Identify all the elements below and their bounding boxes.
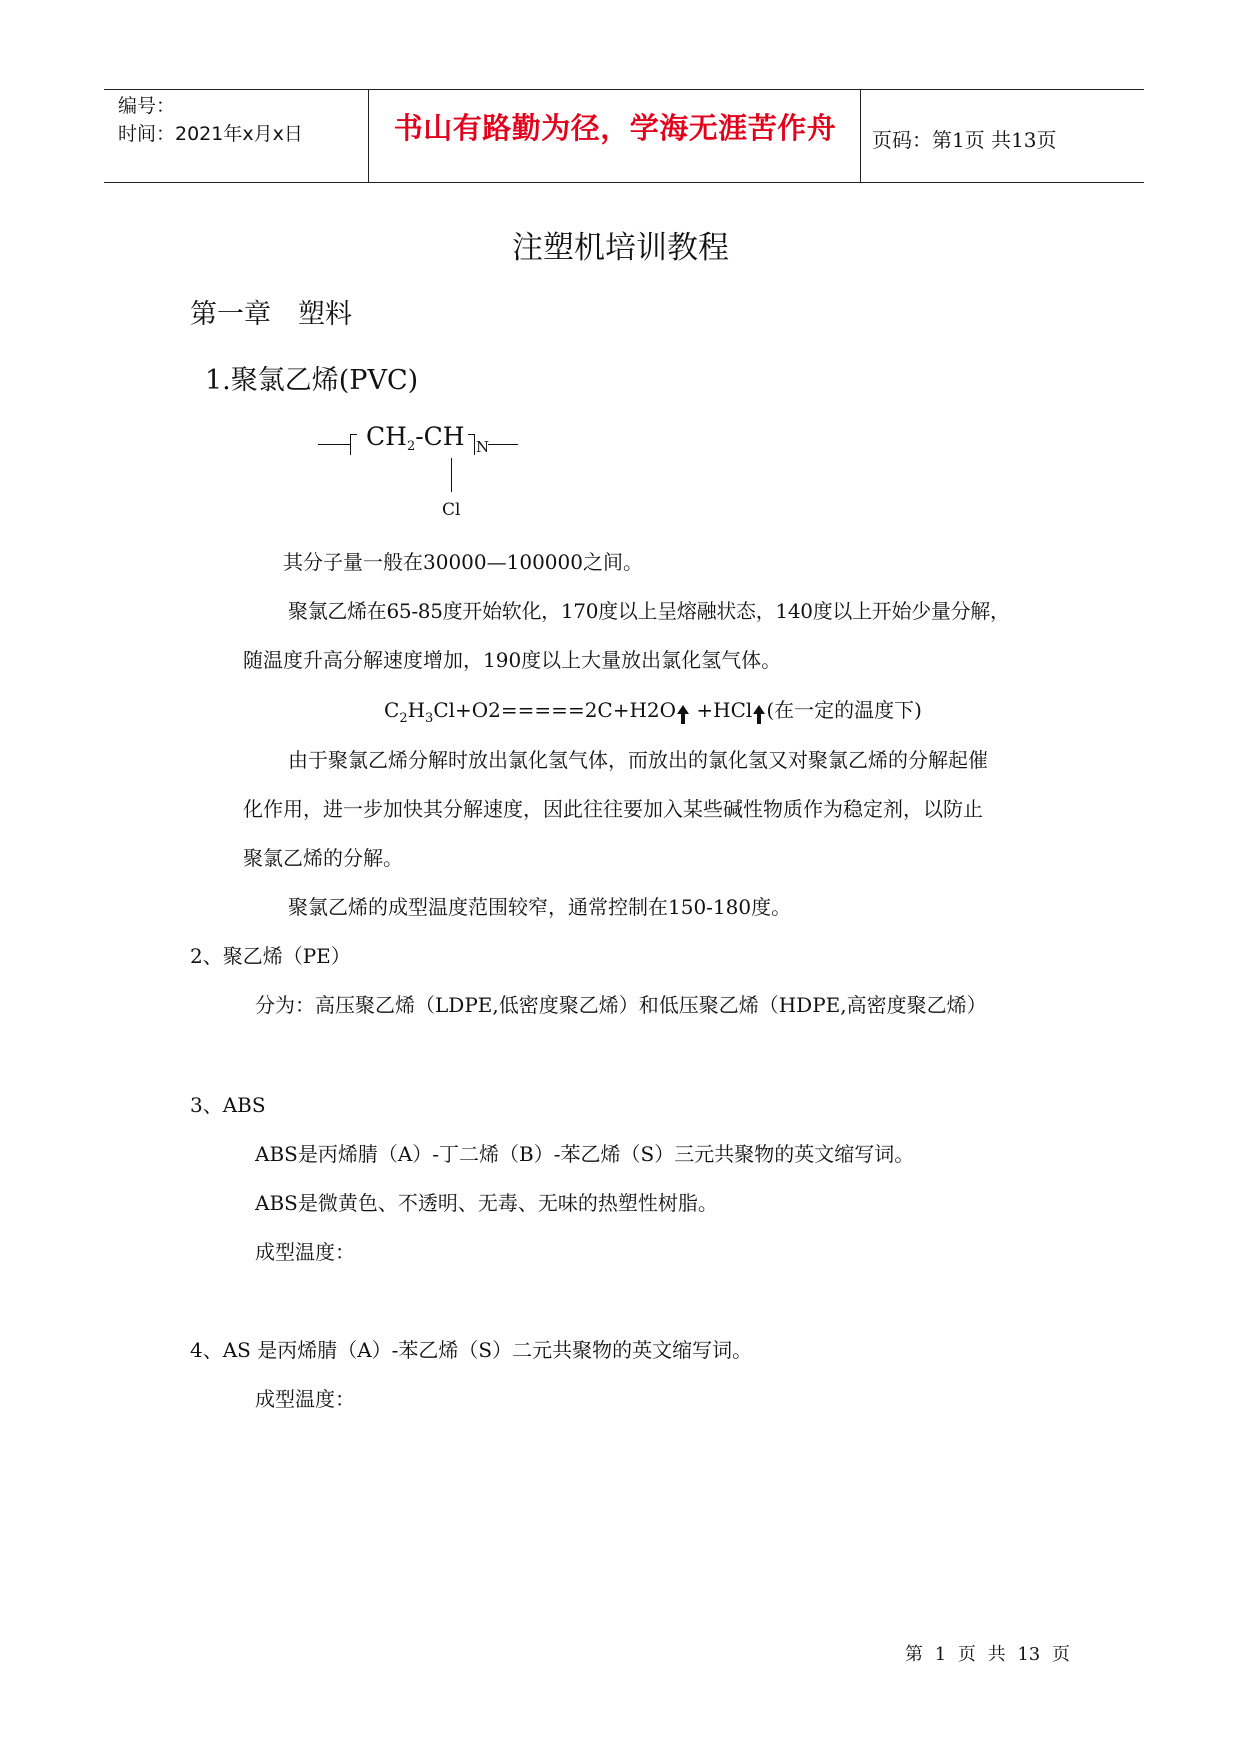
as-molding-temperature: 成型温度： — [255, 1387, 355, 1411]
header-top-rule — [104, 89, 1144, 90]
pvc-structural-formula — [318, 424, 518, 534]
formula-left-bond — [318, 444, 350, 445]
formula-n: N — [476, 438, 490, 456]
pvc-decomposition-equation: $C_2H_3Cl+O2=====2C+H2O +HCl$ (在一定的温度下) — [384, 698, 922, 726]
formula-ch: CH — [366, 422, 407, 451]
pvc-catalysis-line3: 聚氯乙烯的分解。 — [243, 846, 403, 870]
time-label: 时间：2021年x月x日 — [118, 123, 303, 145]
header-motto: 书山有路勤为径，学海无涯苦作舟 — [393, 111, 837, 145]
formula-ch-rest: -CH — [415, 422, 465, 451]
formula-repeat-unit — [366, 422, 465, 454]
section-pvc-heading: 1.聚氯乙烯(PVC) — [205, 365, 419, 396]
pvc-catalysis-line1: 由于聚氯乙烯分解时放出氯化氢气体，而放出的氯化氢又对聚氯乙烯的分解起催 — [288, 748, 988, 772]
abs-molding-temperature: 成型温度： — [255, 1240, 355, 1264]
pvc-softening-line1: 聚氯乙烯在65-85度开始软化，170度以上呈熔融状态，140度以上开始少量分解， — [288, 599, 1010, 623]
up-arrow-icon — [676, 702, 690, 726]
pvc-molecular-weight: 其分子量一般在30000—100000之间。 — [283, 550, 643, 574]
section-pe-heading: 2、聚乙烯（PE） — [190, 944, 351, 968]
header-page-info: 页码：第1页 共13页 — [872, 128, 1057, 152]
pvc-softening-line2: 随温度升高分解速度增加，190度以上大量放出氯化氢气体。 — [243, 648, 782, 672]
header-meta — [118, 92, 303, 148]
formula-bracket-close — [468, 434, 475, 455]
formula-right-bond — [488, 444, 518, 445]
formula-cl: Cl — [442, 500, 461, 520]
document-title: 注塑机培训教程 — [512, 230, 729, 266]
section-abs-heading: 3、ABS — [190, 1093, 266, 1117]
section-as-heading: 4、AS 是丙烯腈（A）-苯乙烯（S）二元共聚物的英文缩写词。 — [190, 1338, 753, 1362]
pvc-catalysis-line2: 化作用，进一步加快其分解速度，因此往往要加入某些碱性物质作为稳定剂，以防止 — [243, 797, 983, 821]
number-label: 编号： — [118, 95, 176, 117]
formula-bracket-open — [350, 434, 357, 455]
pvc-molding-temperature: 聚氯乙烯的成型温度范围较窄，通常控制在150-180度。 — [288, 895, 792, 919]
up-arrow-icon — [752, 702, 766, 726]
formula-sub-2: 2 — [406, 439, 416, 454]
abs-properties: ABS是微黄色、不透明、无毒、无味的热塑性树脂。 — [255, 1191, 718, 1215]
header-bottom-rule — [104, 182, 1144, 183]
formula-vertical-bond — [451, 458, 452, 492]
pe-types: 分为：高压聚乙烯（LDPE,低密度聚乙烯）和低压聚乙烯（HDPE,高密度聚乙烯） — [255, 993, 987, 1017]
chapter-heading: 第一章 塑料 — [190, 299, 352, 330]
abs-definition: ABS是丙烯腈（A）-丁二烯（B）-苯乙烯（S）三元共聚物的英文缩写词。 — [255, 1142, 915, 1166]
header-divider-left — [368, 90, 369, 183]
page-footer: 第 1 页 共 13 页 — [905, 1644, 1070, 1665]
header-divider-right — [860, 90, 861, 183]
